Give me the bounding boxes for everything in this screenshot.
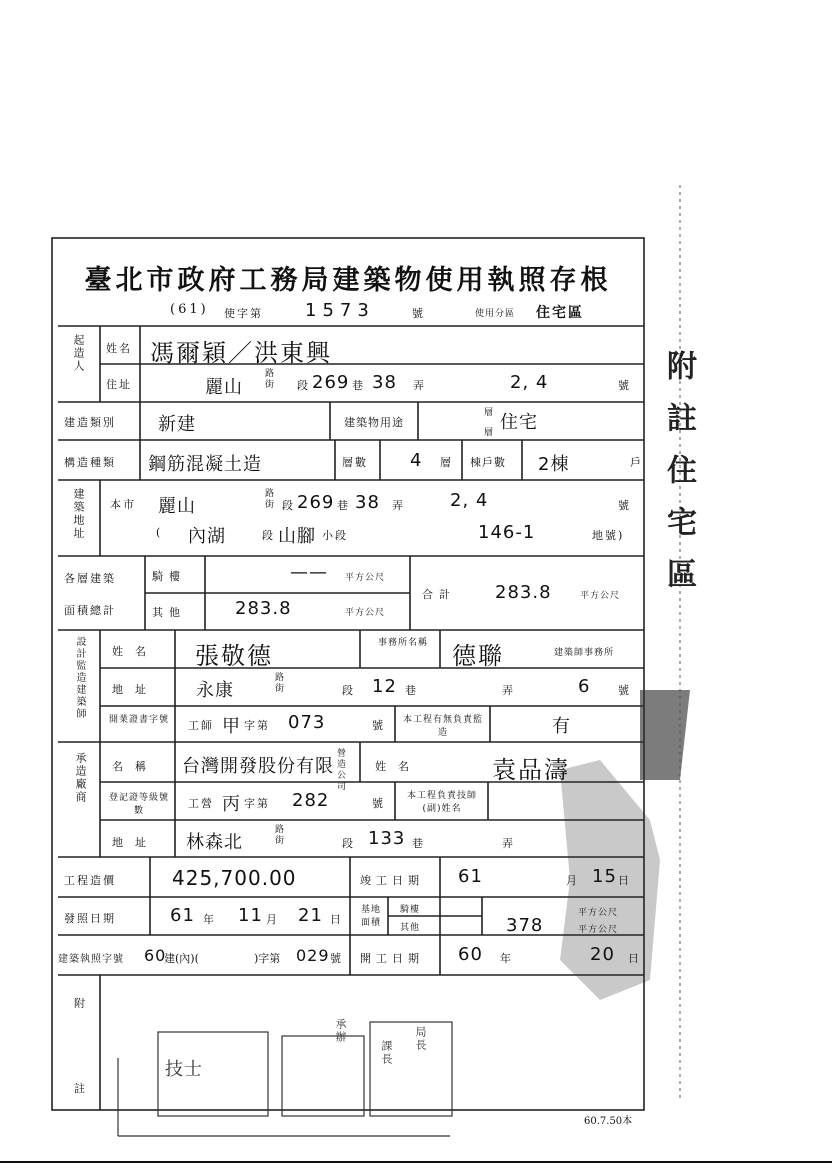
contractor-addr-seg: 段 (342, 837, 355, 850)
arcade-unit: 平方公尺 (345, 573, 386, 583)
site-sub-label: 小段 (322, 529, 348, 542)
owner-addr-number-label: 號 (618, 379, 631, 392)
start-year-label: 年 (500, 952, 513, 965)
designer-office-label: 事務所名稱 (377, 638, 428, 648)
owner-name-label: 姓名 (106, 342, 132, 355)
designer-addr-lane-label: 巷 (405, 684, 418, 697)
construct-permit-value: 60 (144, 946, 167, 965)
completion-month-label: 月 (566, 874, 579, 887)
site-road: 路街 (263, 488, 273, 510)
site-seg: 段 (282, 499, 295, 512)
contractor-name-value: 台灣開發股份有限 (182, 756, 334, 777)
issue-month: 11 (238, 905, 263, 926)
total-unit: 平方公尺 (580, 591, 621, 601)
contractor-reg-prefix: 工營 (188, 797, 214, 810)
owner-section-label: 起造人 (72, 334, 85, 373)
floors-unit: 層 (440, 456, 453, 469)
site-sub-section: 山腳 (278, 526, 316, 547)
designer-addr-seg: 段 (342, 684, 355, 697)
owner-addr-lane-label: 巷 (352, 379, 365, 392)
completion-day: 15 (592, 866, 617, 887)
households-label: 棟戶數 (470, 456, 506, 469)
designer-reg-label: 開業證書字號 (108, 715, 169, 725)
notes-label-a: 附 (74, 997, 87, 1010)
permit-year: (61) (170, 302, 209, 317)
contractor-reg-hao: 號 (372, 797, 385, 810)
households-value: 2棟 (538, 454, 570, 475)
base-other-label: 其他 (400, 923, 421, 933)
stamp-technician: 技士 (165, 1059, 203, 1080)
permit-number: 1573 (305, 300, 375, 321)
designer-chief-value: 有 (552, 716, 571, 737)
owner-name-value: 馮爾穎／洪東興 (150, 339, 332, 367)
owner-addr-alley-label: 弄 (413, 379, 426, 392)
zone-value: 住宅區 (536, 305, 584, 321)
site-city: 本市 (110, 498, 136, 511)
contractor-name-label: 名稱 (112, 760, 158, 773)
contractor-addr-alley-label: 弄 (502, 837, 515, 850)
contractor-company-label: 營造公司 (335, 748, 345, 792)
contractor-reg-grade: 丙 (222, 794, 241, 815)
issue-year-label: 年 (203, 913, 216, 926)
owner-addr-lane: 269 (312, 372, 350, 393)
structure-value: 鋼筋混凝土造 (148, 454, 262, 475)
use-label: 建築物用途 (344, 416, 404, 429)
structure-label: 構造種類 (64, 456, 116, 469)
base-label: 基地面積 (360, 905, 381, 928)
owner-addr-area: 麗山 (205, 377, 243, 398)
area-label-b: 面積總計 (64, 604, 116, 617)
use-floor-b: 層 (484, 428, 495, 438)
designer-office-suffix: 建築師事務所 (554, 648, 615, 658)
area-label-a: 各層建築 (64, 572, 116, 585)
site-alley: 38 (355, 492, 380, 513)
issue-label: 發照日期 (64, 912, 116, 925)
issue-day-label: 日 (330, 913, 343, 926)
category-value: 新建 (158, 414, 196, 435)
site-lane-label: 巷 (337, 499, 350, 512)
stamp-director: 局長 (414, 1026, 427, 1052)
site-lot-label: 地號) (592, 529, 625, 542)
contractor-engineer-label: 本工程負責技師(副)姓名 (406, 791, 477, 814)
designer-reg-char: 字第 (244, 719, 270, 732)
permit-hao: 號 (412, 307, 425, 320)
start-label: 開工日期 (360, 952, 424, 965)
cost-label: 工程造價 (64, 874, 116, 887)
designer-reg-grade: 甲 (222, 716, 241, 737)
designer-addr-lane: 12 (372, 676, 397, 697)
contractor-section-label: 承造廠商 (74, 752, 87, 804)
use-floor-a: 層 (484, 408, 495, 418)
site-number: 2, 4 (450, 490, 489, 511)
permit-char: 使字第 (224, 307, 263, 320)
notes-label-b: 註 (74, 1082, 87, 1095)
contractor-reg-number: 282 (292, 790, 330, 811)
total-value: 283.8 (495, 582, 552, 603)
site-alley-label: 弄 (392, 499, 405, 512)
use-value: 住宅 (500, 412, 538, 433)
cost-value: 425,700.00 (172, 866, 297, 890)
construct-permit-mid: 建(內)( (164, 952, 199, 965)
contractor-addr-lane-label: 巷 (412, 837, 425, 850)
completion-label: 竣工日期 (360, 874, 424, 887)
arcade-label: 騎樓 (152, 570, 186, 583)
owner-addr-seg: 段 (297, 379, 310, 392)
contractor-reg-char: 字第 (244, 797, 270, 810)
category-label: 建造類別 (64, 416, 116, 429)
other-value: 283.8 (235, 598, 292, 619)
base-unit-a: 平方公尺 (578, 908, 619, 918)
site-label: 建築地址 (72, 488, 85, 540)
completion-day-label: 日 (618, 874, 631, 887)
contractor-person-value: 袁品濤 (492, 756, 570, 784)
contractor-person-label: 姓名 (375, 760, 421, 773)
start-day-label: 日 (628, 952, 641, 965)
designer-reg-prefix: 工師 (188, 719, 214, 732)
site-open-paren: ( (156, 526, 163, 539)
designer-reg-number: 073 (288, 712, 326, 733)
construct-permit-label: 建築執照字號 (58, 954, 124, 965)
designer-name-label: 姓名 (112, 645, 158, 658)
designer-addr-road: 路街 (273, 672, 283, 694)
other-label: 其他 (152, 606, 186, 619)
construct-permit-number: 029 (296, 946, 330, 965)
issue-day: 21 (298, 905, 323, 926)
site-lot-number: 146-1 (478, 522, 536, 543)
zone-label: 使用分區 (475, 309, 516, 319)
owner-address-label: 住址 (106, 378, 132, 391)
base-unit-b: 平方公尺 (578, 925, 619, 935)
designer-section-label: 設計監造建築師 (74, 636, 85, 720)
designer-addr-number-label: 號 (618, 684, 631, 697)
designer-name-value: 張敬德 (195, 642, 273, 670)
floors-value: 4 (410, 450, 423, 471)
designer-chief-label: 本工程有無負責監造 (402, 715, 483, 738)
designer-reg-hao: 號 (372, 719, 385, 732)
designer-addr-number: 6 (578, 676, 591, 697)
contractor-addr-lane: 133 (368, 828, 406, 849)
construct-permit-hao: 號 (330, 952, 343, 965)
contractor-reg-label: 登記證等級號數 (108, 793, 169, 816)
stamp-section-chief: 課長 (380, 1040, 393, 1066)
households-unit: 戶 (630, 456, 643, 469)
site-area: 麗山 (158, 496, 196, 517)
designer-addr-area: 永康 (196, 680, 234, 701)
stamp-handler: 承辦 (334, 1018, 347, 1044)
floors-label: 層數 (342, 456, 368, 469)
designer-office-value: 德聯 (452, 642, 504, 670)
construct-permit-char: )字第 (254, 952, 281, 965)
base-value: 378 (506, 915, 544, 936)
side-page-text: 附註住宅區 (661, 350, 696, 610)
contractor-addr-area: 林森北 (186, 832, 243, 853)
site-sect-label: 段 (262, 529, 275, 542)
start-year: 60 (458, 944, 483, 965)
total-label: 合計 (422, 588, 456, 601)
issue-year: 61 (170, 905, 195, 926)
base-arcade-label: 騎樓 (400, 905, 421, 915)
contractor-addr-road: 路街 (273, 824, 283, 846)
form-title: 臺北市政府工務局建築物使用執照存根 (84, 265, 612, 296)
owner-addr-road: 路街 (263, 368, 273, 390)
other-unit: 平方公尺 (345, 608, 386, 618)
owner-addr-alley: 38 (372, 372, 397, 393)
arcade-value: —— (290, 562, 328, 583)
designer-addr-alley-label: 弄 (502, 684, 515, 697)
site-lane: 269 (297, 492, 335, 513)
issue-month-label: 月 (266, 913, 279, 926)
site-district: 內湖 (188, 526, 226, 547)
site-number-label: 號 (618, 499, 631, 512)
completion-year: 61 (458, 866, 483, 887)
owner-addr-number: 2, 4 (510, 372, 549, 393)
designer-addr-label: 地址 (112, 683, 158, 696)
start-day: 20 (590, 944, 615, 965)
print-code: 60.7.50本 (584, 1116, 633, 1127)
contractor-addr-label: 地址 (112, 836, 158, 849)
